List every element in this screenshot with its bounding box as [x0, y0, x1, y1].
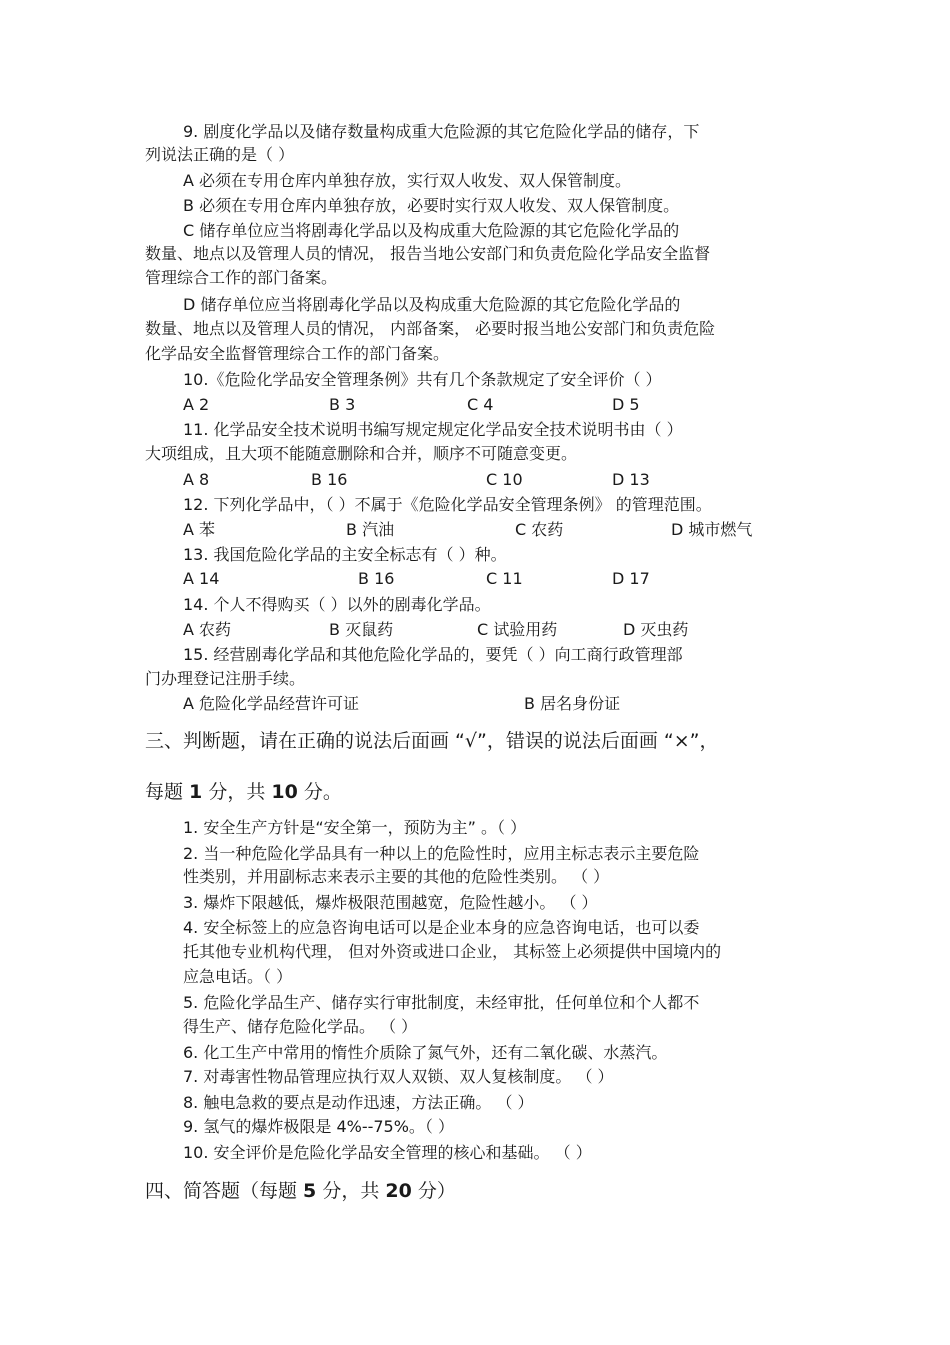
q12-option-c: C 农药: [515, 520, 564, 539]
section4-text-pre: 四、简答题（每题: [145, 1180, 304, 1202]
q12-option-a: A 苯: [183, 520, 216, 539]
section4-score: 5: [303, 1180, 317, 1202]
q9-option-c-line3: 管理综合工作的部门备案。: [145, 268, 338, 287]
q9-option-c-line1: C 储存单位应当将剧毒化学品以及构成重大危险源的其它危险化学品的: [183, 221, 680, 240]
q11-option-d: D 13: [612, 470, 650, 489]
q9-stem-line1: 9. 剧度化学品以及储存数量构成重大危险源的其它危险化学品的储存，下: [183, 122, 700, 141]
q11-option-a: A 8: [183, 470, 210, 489]
q9-option-c-line2: 数量、地点以及管理人员的情况， 报告当地公安部门和负责危险化学品安全监督: [145, 244, 711, 263]
q14-option-d: D 灭虫药: [623, 620, 689, 639]
judge-9: 9. 氢气的爆炸极限是 4%--75%。（ ）: [183, 1117, 455, 1136]
judge-8: 8. 触电急救的要点是动作迅速，方法正确。 （ ）: [183, 1093, 534, 1112]
q11-option-c: C 10: [486, 470, 523, 489]
q10-option-b: B 3: [329, 395, 356, 414]
judge-2-line1: 2. 当一种危险化学品具有一种以上的危险性时，应用主标志表示主要危险: [183, 844, 700, 863]
q15-option-b: B 居名身份证: [524, 694, 621, 713]
q15-stem-line1: 15. 经营剧毒化学品和其他危险化学品的，要凭（ ）向工商行政管理部: [183, 645, 683, 664]
q12-stem: 12. 下列化学品中，（ ）不属于《危险化学品安全管理条例》 的管理范围。: [183, 495, 712, 514]
q13-stem: 13. 我国危险化学品的主安全标志有（ ）种。: [183, 545, 507, 564]
q9-option-b: B 必须在专用仓库内单独存放，必要时实行双人收发、双人保管制度。: [183, 196, 680, 215]
q13-option-b: B 16: [358, 569, 395, 588]
judge-4-line1: 4. 安全标签上的应急咨询电话可以是企业本身的应急咨询电话，也可以委: [183, 918, 700, 937]
q9-option-d-line2: 数量、地点以及管理人员的情况， 内部备案， 必要时报当地公安部门和负责危险: [145, 319, 716, 338]
q12-option-b: B 汽油: [346, 520, 395, 539]
judge-10: 10. 安全评价是危险化学品安全管理的核心和基础。 （ ）: [183, 1143, 592, 1162]
q11-stem-line2: 大项组成，且大项不能随意删除和合并，顺序不可随意变更。: [145, 444, 578, 463]
section3-text-post: 分。: [297, 781, 342, 803]
q11-stem-line1: 11. 化学品安全技术说明书编写规定规定化学品安全技术说明书由（ ）: [183, 420, 683, 439]
section4-text-post: 分）: [411, 1180, 456, 1202]
section4-total: 20: [385, 1180, 412, 1202]
section3-score: 1: [189, 781, 203, 803]
q14-option-b: B 灭鼠药: [329, 620, 394, 639]
q14-option-a: A 农药: [183, 620, 232, 639]
section3-text-mid: 分，共: [202, 781, 272, 803]
section3-text-pre: 每题: [145, 781, 190, 803]
q9-option-d-line1: D 储存单位应当将剧毒化学品以及构成重大危险源的其它危险化学品的: [183, 295, 681, 314]
q14-option-c: C 试验用药: [477, 620, 558, 639]
judge-4-line2: 托其他专业机构代理， 但对外资或进口企业， 其标签上必须提供中国境内的: [183, 942, 722, 961]
q9-option-d-line3: 化学品安全监督管理综合工作的部门备案。: [145, 344, 450, 363]
judge-5-line1: 5. 危险化学品生产、储存实行审批制度，未经审批，任何单位和个人都不: [183, 993, 700, 1012]
q13-option-c: C 11: [486, 569, 523, 588]
q11-option-b: B 16: [311, 470, 348, 489]
judge-6: 6. 化工生产中常用的惰性介质除了氮气外，还有二氧化碳、水蒸汽。: [183, 1043, 668, 1062]
q13-option-a: A 14: [183, 569, 220, 588]
q10-option-a: A 2: [183, 395, 210, 414]
q15-option-a: A 危险化学品经营许可证: [183, 694, 360, 713]
q9-stem-line2: 列说法正确的是（ ）: [145, 145, 295, 164]
judge-3: 3. 爆炸下限越低，爆炸极限范围越宽，危险性越小。 （ ）: [183, 893, 598, 912]
q10-stem: 10.《危险化学品安全管理条例》共有几个条款规定了安全评价（ ）: [183, 370, 662, 389]
judge-2-line2: 性类别，并用副标志来表示主要的其他的危险性类别。 （ ）: [183, 867, 610, 886]
q9-option-a: A 必须在专用仓库内单独存放，实行双人收发、双人保管制度。: [183, 171, 632, 190]
q10-option-c: C 4: [467, 395, 494, 414]
q13-option-d: D 17: [612, 569, 650, 588]
section3-heading-line2: [145, 779, 342, 805]
q12-option-d: D 城市燃气: [671, 520, 753, 539]
judge-7: 7. 对毒害性物品管理应执行双人双锁、双人复核制度。 （ ）: [183, 1067, 614, 1086]
section3-total: 10: [271, 781, 298, 803]
section4-text-mid: 分，共: [316, 1180, 386, 1202]
section3-heading-line1: 三、判断题，请在正确的说法后面画 “√”，错误的说法后面画 “×”，: [145, 730, 719, 752]
judge-1: 1. 安全生产方针是“安全第一，预防为主” 。（ ）: [183, 818, 527, 837]
section4-heading: [145, 1178, 456, 1204]
q10-option-d: D 5: [612, 395, 640, 414]
judge-4-line3: 应急电话。（ ）: [183, 967, 293, 986]
judge-5-line2: 得生产、储存危险化学品。 （ ）: [183, 1017, 418, 1036]
q14-stem: 14. 个人不得购买（ ）以外的剧毒化学品。: [183, 595, 491, 614]
q15-stem-line2: 门办理登记注册手续。: [145, 669, 306, 688]
